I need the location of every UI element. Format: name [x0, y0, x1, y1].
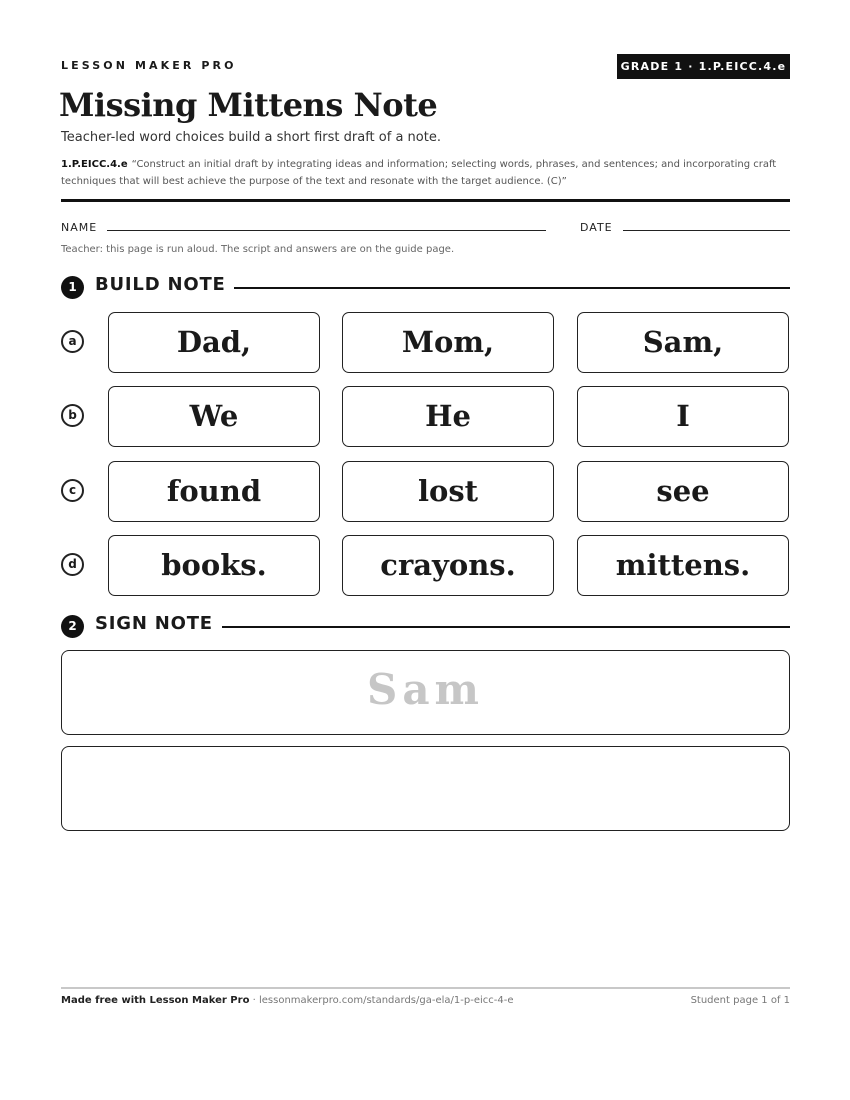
standard-text: “Construct an initial draft by integrating ideas and information; selecting words, phrases, and sentences; and incorporating craft techniques that will best achieve the purpose of the text and resonate with the target audience. (C)” — [61, 159, 777, 187]
row-label-a: a — [61, 330, 84, 353]
word-card-we[interactable]: We — [108, 386, 320, 447]
section-2-number: 2 — [61, 615, 84, 638]
footer-credit — [61, 995, 513, 1006]
date-label: DATE — [580, 221, 613, 234]
row-label-d: d — [61, 553, 84, 576]
word-card-dad[interactable]: Dad, — [108, 312, 320, 373]
page-subtitle: Teacher-led word choices build a short first draft of a note. — [61, 130, 441, 145]
teacher-note: Teacher: this page is run aloud. The script and answers are on the guide page. — [61, 244, 455, 255]
row-label-c: c — [61, 479, 84, 502]
section-1-title: BUILD NOTE — [95, 274, 226, 295]
date-field[interactable] — [623, 230, 790, 231]
word-card-crayons[interactable]: crayons. — [342, 535, 554, 596]
brand-name: LESSON MAKER PRO — [61, 59, 237, 72]
signature-trace-box[interactable] — [61, 650, 790, 735]
word-card-he[interactable]: He — [342, 386, 554, 447]
section-2-rule — [222, 626, 790, 628]
grade-badge: GRADE 1 · 1.P.EICC.4.e — [617, 54, 790, 79]
name-label: NAME — [61, 221, 98, 234]
word-card-i[interactable]: I — [577, 386, 789, 447]
section-2-title: SIGN NOTE — [95, 613, 213, 634]
standard-description — [61, 156, 791, 190]
word-card-see[interactable]: see — [577, 461, 789, 522]
word-card-mom[interactable]: Mom, — [342, 312, 554, 373]
footer-made-by: Made free with Lesson Maker Pro — [61, 995, 250, 1006]
word-card-mittens[interactable]: mittens. — [577, 535, 789, 596]
footer-page-number: Student page 1 of 1 — [690, 995, 790, 1006]
section-1-number: 1 — [61, 276, 84, 299]
page-title: Missing Mittens Note — [59, 86, 438, 124]
footer-divider — [61, 987, 790, 989]
word-card-found[interactable]: found — [108, 461, 320, 522]
signature-write-box[interactable] — [61, 746, 790, 831]
word-card-lost[interactable]: lost — [342, 461, 554, 522]
standard-code: 1.P.EICC.4.e — [61, 159, 128, 170]
word-card-sam[interactable]: Sam, — [577, 312, 789, 373]
section-1-rule — [234, 287, 790, 289]
footer-url: · lessonmakerpro.com/standards/ga-ela/1-p-eicc-4-e — [252, 995, 514, 1006]
header-divider — [61, 199, 790, 202]
row-label-b: b — [61, 404, 84, 427]
name-field[interactable] — [107, 230, 546, 231]
word-card-books[interactable]: books. — [108, 535, 320, 596]
trace-name: Sam — [367, 665, 484, 714]
